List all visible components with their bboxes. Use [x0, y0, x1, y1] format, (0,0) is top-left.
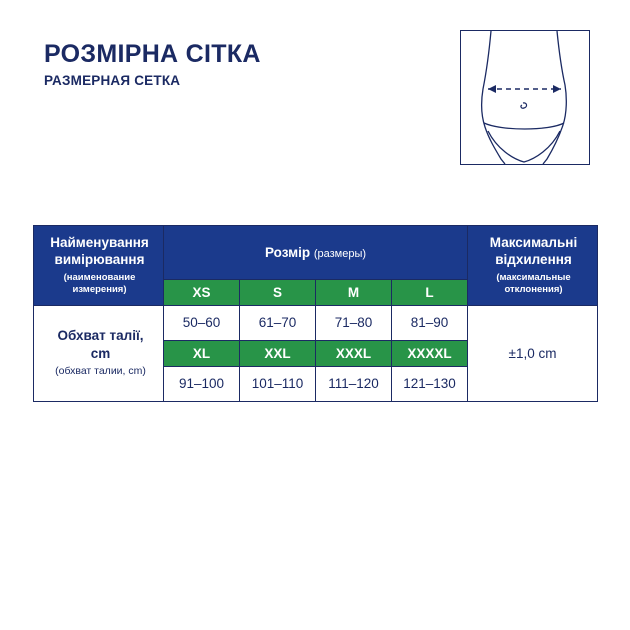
size-label-xxxxl: XXXXL — [392, 340, 468, 366]
value-xl: 91–100 — [164, 366, 240, 401]
col-header-size-main: Розмір — [264, 244, 311, 260]
value-row-1 — [34, 305, 598, 340]
col-header-measurement-name — [34, 226, 164, 306]
row-label-main: Обхват талії, cm — [57, 328, 144, 361]
size-label-xxxl: XXXL — [316, 340, 392, 366]
deviation-header-line3: (максимальные отклонения) — [496, 271, 571, 295]
value-xxxl: 111–120 — [316, 366, 392, 401]
size-label-s: S — [240, 279, 316, 305]
size-label-xl: XL — [164, 340, 240, 366]
value-xs: 50–60 — [164, 305, 240, 340]
value-xxl: 101–110 — [240, 366, 316, 401]
value-l: 81–90 — [392, 305, 468, 340]
col-header-line3: (наименование измерения) — [63, 271, 136, 295]
size-label-xs: XS — [164, 279, 240, 305]
size-label-xxl: XXL — [240, 340, 316, 366]
col-header-line1: Найменування — [50, 235, 149, 250]
col-header-line2: вимірювання — [54, 251, 145, 267]
page-header — [44, 40, 444, 88]
value-m: 71–80 — [316, 305, 392, 340]
col-header-size — [164, 226, 468, 280]
deviation-header-line1: Максимальні — [489, 235, 578, 250]
size-label-m: M — [316, 279, 392, 305]
size-label-l: L — [392, 279, 468, 305]
page-title: РОЗМІРНА СІТКА — [44, 40, 261, 68]
table-header-row — [34, 226, 598, 280]
value-xxxxl: 121–130 — [392, 366, 468, 401]
row-label-waist — [34, 305, 164, 401]
waist-measurement-diagram — [460, 30, 590, 165]
page-subtitle: РАЗМЕРНАЯ СЕТКА — [44, 73, 181, 88]
col-header-deviation — [468, 226, 598, 306]
row-label-sub: (обхват талии, cm) — [55, 365, 146, 378]
value-s: 61–70 — [240, 305, 316, 340]
deviation-value: ±1,0 cm — [468, 305, 598, 401]
deviation-header-line2: відхилення — [495, 251, 572, 267]
col-header-size-paren: (размеры) — [313, 247, 367, 260]
size-table — [33, 225, 598, 402]
